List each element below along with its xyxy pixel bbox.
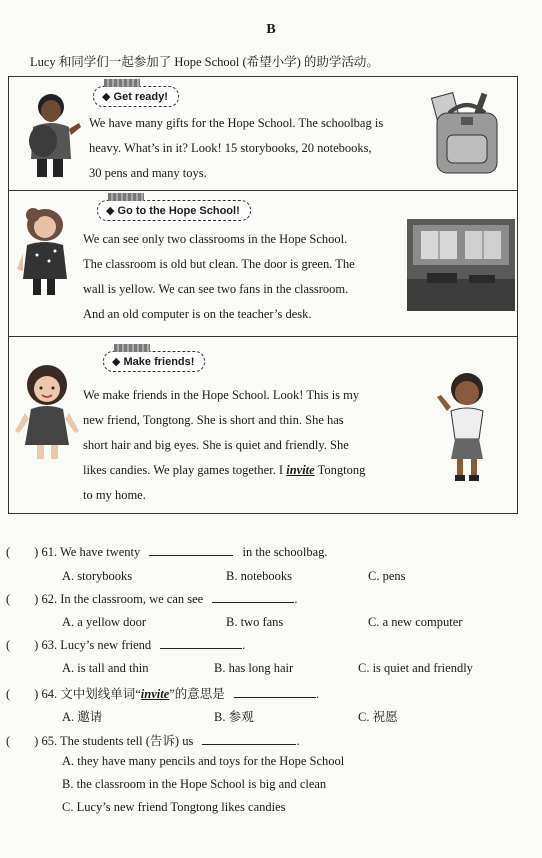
panel3-line: likes candies. We play games together. I invite Tongtong	[83, 463, 366, 477]
answer-blank[interactable]	[202, 734, 296, 745]
option-c[interactable]: C. pens	[368, 569, 406, 583]
panel3-line: to my home.	[83, 488, 146, 502]
section-title: B	[266, 22, 276, 37]
option-c[interactable]: C. 祝愿	[358, 710, 398, 724]
option-a[interactable]: A. is tall and thin	[62, 661, 149, 675]
question-65: ( ) 65. The students tell (告诉) us .	[6, 734, 300, 748]
option-c[interactable]: C. Lucy’s new friend Tongtong likes candies	[62, 800, 286, 814]
option-a[interactable]: A. storybooks	[62, 569, 133, 583]
panel3-line: new friend, Tongtong. She is short and thin. She has	[83, 413, 344, 427]
question-63: ( ) 63. Lucy’s new friend .	[6, 638, 246, 652]
option-c[interactable]: C. a new computer	[368, 615, 463, 629]
panel1-line: We have many gifts for the Hope School. The schoolbag is	[89, 116, 384, 130]
option-b[interactable]: B. two fans	[226, 615, 284, 629]
panel1-line: 30 pens and many toys.	[89, 166, 207, 180]
answer-blank[interactable]	[212, 592, 294, 603]
option-b[interactable]: B. notebooks	[226, 569, 292, 583]
panel3-line: We make friends in the Hope School. Look! This is my	[83, 388, 360, 402]
option-b[interactable]: B. has long hair	[214, 661, 294, 675]
intro-text: Lucy 和同学们一起参加了 Hope School (希望小学) 的助学活动。	[30, 55, 379, 69]
panel2-line: We can see only two classrooms in the Hope School.	[83, 232, 348, 246]
option-c[interactable]: C. is quiet and friendly	[358, 661, 473, 675]
question-61: ( ) 61. We have twenty in the schoolbag.	[6, 545, 328, 559]
panel2-line: And an old computer is on the teacher’s desk.	[83, 307, 312, 321]
tag-get-ready: ◆ Get ready!	[93, 86, 179, 107]
option-a[interactable]: A. they have many pencils and toys for the Hope School	[62, 754, 345, 768]
option-a[interactable]: A. 邀请	[62, 710, 103, 724]
answer-blank[interactable]	[160, 638, 242, 649]
option-b[interactable]: B. 参观	[214, 710, 254, 724]
underlined-word-invite: invite	[286, 463, 315, 477]
question-62: ( ) 62. In the classroom, we can see .	[6, 592, 298, 606]
panel3-line: short hair and big eyes. She is quiet and friendly. She	[83, 438, 349, 452]
question-64: ( ) 64. 文中划线单词“invite”的意思是 .	[6, 687, 320, 701]
tag-make-friends: ◆ Make friends!	[103, 351, 205, 372]
answer-blank[interactable]	[149, 545, 233, 556]
tag-go-to-school: ◆ Go to the Hope School!	[97, 200, 251, 221]
panel2-line: wall is yellow. We can see two fans in the classroom.	[83, 282, 349, 296]
option-b[interactable]: B. the classroom in the Hope School is big and clean	[62, 777, 327, 791]
panel1-line: heavy. What’s in it? Look! 15 storybooks, 20 notebooks,	[89, 141, 372, 155]
panel2-line: The classroom is old but clean. The door is green. The	[83, 257, 355, 271]
option-a[interactable]: A. a yellow door	[62, 615, 147, 629]
answer-blank[interactable]	[234, 687, 316, 698]
